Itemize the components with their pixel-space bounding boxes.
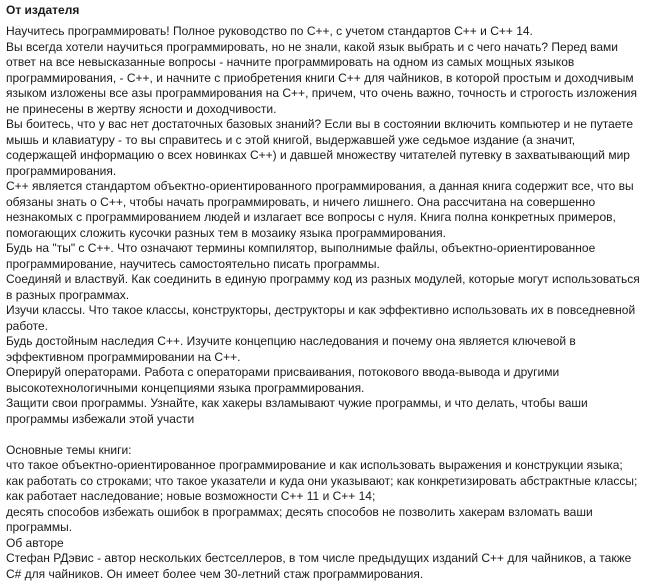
publisher-paragraph: Вы боитесь, что у вас нет достаточных базовых знаний? Если вы в состоянии включить компьютер и не путаете мышь и клавиатуру - то вы справитесь и с этой книгой, выдержавшей уже седьмое издание (а значит, содержащей информацию о всех новинках С++) и давшей множеству читателей путевку в захватывающий мир программирования. [6,117,634,178]
topic-item: что такое объектно-ориентированное программирование и как использовать выражения и конструкции языка; [6,458,623,472]
topic-item: как работать со строками; что такое указатели и куда они указывают; как конкретизировать абстрактные классы; [6,473,638,488]
blank-line [6,427,642,443]
publisher-paragraph: Оперируй операторами. Работа с операторами присваивания, потокового ввода-вывода и другими высокотехнологичными концепциями языка программирования. [6,365,560,395]
publisher-paragraph: Научитесь программировать! Полное руководство по С++, с учетом стандартов С++ и С++ 14. [6,24,533,38]
publisher-paragraph: Защити свои программы. Узнайте, как хакеры взламывают чужие программы, и что делать, чтобы ваши программы избежали этой участи [6,396,588,426]
topic-item: десять способов избежать ошибок в программах; десять способов не позволить хакерам взломать ваши программы. [6,504,593,534]
publisher-paragraph: С++ является стандартом объектно-ориентированного программирования, а данная книга содержит все, что вы обязаны знать о С++, чтобы начать программировать, и ничего лишнего. Она рассчитана на совершенно незнакомых с программированием людей и излагает все вопросы с нуля. Книга полна конкретных примеров, помогающих сложить кусочки разных тем в мозаику языка программирования. [6,179,634,240]
publisher-paragraph: Вы всегда хотели научиться программировать, но не знали, какой язык выбрать и с чего начать? Перед вами ответ на все невысказанные вопросы - начните программировать на одном из самых мощных языков программирования, - С++, и начните с приобретения книги С++ для чайников, в которой простым и доходчивым языком изложены все азы программирования на С++, причем, что очень важно, точность и строгость изложения не принесены в жертву ясности и доходчивости. [6,39,637,116]
publisher-section-title: От издателя [6,3,80,17]
publisher-paragraph: Соединяй и властвуй. Как соединить в единую программу код из разных модулей, которые могут использоваться в разных программах. [6,272,640,302]
topic-item: как работает наследование; новые возможности С++ 11 и С++ 14; [6,489,376,503]
publisher-paragraph: Изучи классы. Что такое классы, конструкторы, деструкторы и как эффективно использовать их в повседневной работе. [6,303,636,333]
author-heading: Об авторе [6,535,64,550]
publisher-paragraph: Будь на "ты" с С++. Что означают термины компилятор, выполнимые файлы, объектно-ориентированное программирование, научитесь самостоятельно писать программы. [6,241,596,271]
topics-heading: Основные темы книги: [6,442,132,457]
author-text: Стефан РДэвис - автор нескольких бестселлеров, в том числе предыдущих изданий С++ для чайников, а также C# для чайников. Он имеет более чем 30-летний стаж программирования. [6,551,632,581]
publisher-paragraph: Будь достойным наследия С++. Изучите концепцию наследования и почему она является ключевой в эффективном программировании на С++. [6,334,576,364]
